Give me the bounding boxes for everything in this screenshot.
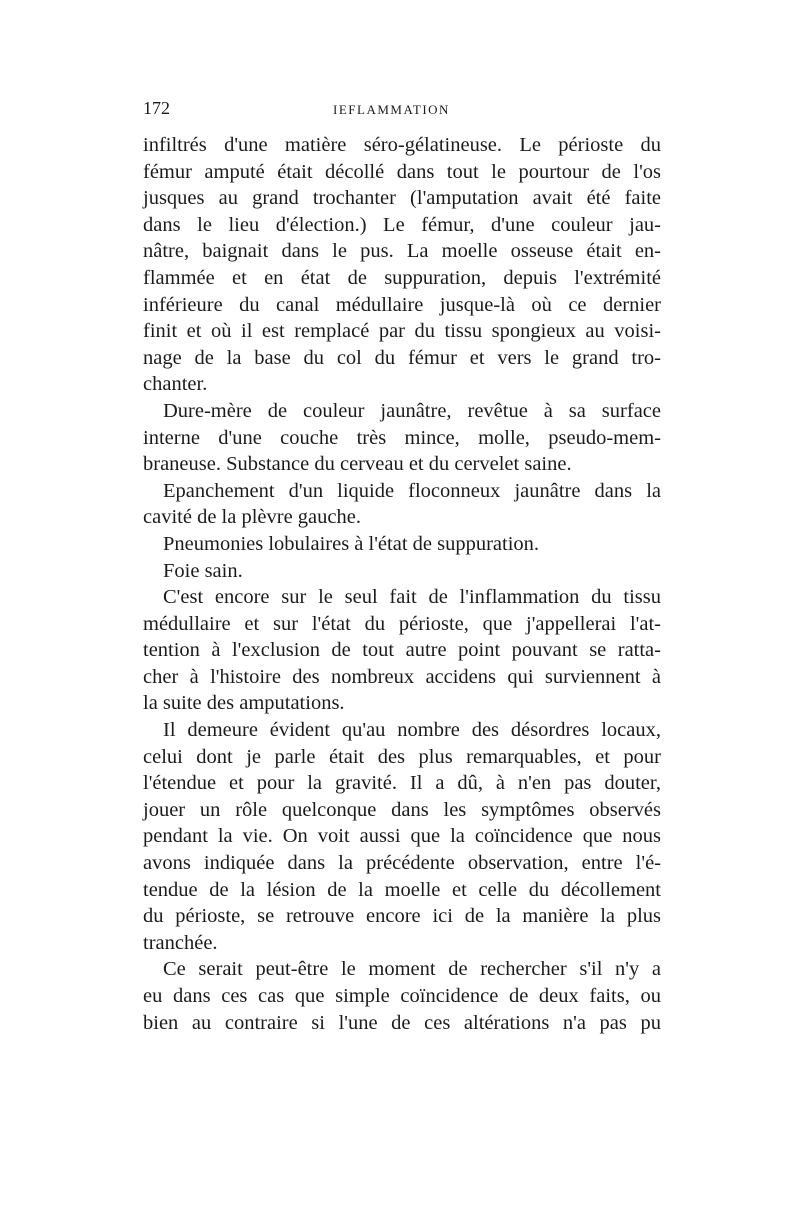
text-line: bien au contraire si l'une de ces altérations n'a pas pu <box>143 1011 661 1034</box>
text-line: nâtre, baignait dans le pus. La moelle osseuse était en- <box>143 240 661 263</box>
text-line: Dure-mère de couleur jaunâtre, revêtue à sa surface <box>163 399 661 422</box>
text-line: chanter. <box>143 373 208 396</box>
text-line: nage de la base du col du fémur et vers le grand tro- <box>143 346 661 369</box>
text-line: dans le lieu d'élection.) Le fémur, d'une couleur jau- <box>143 213 661 236</box>
text-line: tendue de la lésion de la moelle et celle du décollement <box>143 878 661 901</box>
text-line: braneuse. Substance du cerveau et du cervelet saine. <box>143 453 572 476</box>
text-line: interne d'une couche très mince, molle, pseudo-mem- <box>143 426 661 449</box>
body-text <box>143 132 661 1036</box>
text-line: pendant la vie. On voit aussi que la coïncidence que nous <box>143 825 661 848</box>
text-line: la suite des amputations. <box>143 692 345 715</box>
text-line: cher à l'histoire des nombreux accidens qui surviennent à <box>143 665 661 688</box>
text-line: C'est encore sur le seul fait de l'inflammation du tissu <box>163 586 661 609</box>
text-line: Epanchement d'un liquide floconneux jaunâtre dans la <box>163 479 661 502</box>
running-header <box>143 98 663 122</box>
text-line: celui dont je parle était des plus remarquables, et pour <box>143 745 661 768</box>
text-line: avons indiquée dans la précédente observation, entre l'é- <box>143 852 661 875</box>
text-line: médullaire et sur l'état du périoste, que j'appellerai l'at- <box>143 612 661 635</box>
text-line: finit et où il est remplacé par du tissu spongieux au voisi- <box>143 320 661 343</box>
text-line: infiltrés d'une matière séro-gélatineuse. Le périoste du <box>143 134 661 156</box>
text-line: jouer un rôle quelconque dans les symptômes observés <box>143 798 661 821</box>
text-line: tention à l'exclusion de tout autre point pouvant se ratta- <box>143 639 661 662</box>
text-line: fémur amputé était décollé dans tout le pourtour de l'os <box>143 160 661 183</box>
running-title: IEFLAMMATION <box>333 102 450 117</box>
text-line: inférieure du canal médullaire jusque-là où ce dernier <box>143 293 661 316</box>
text-line: Foie sain. <box>163 559 243 582</box>
text-line: du périoste, se retrouve encore ici de la manière la plus <box>143 905 661 928</box>
text-line: l'étendue et pour la gravité. Il a dû, à n'en pas douter, <box>143 772 661 795</box>
page-number: 172 <box>143 98 170 118</box>
text-line: jusques au grand trochanter (l'amputation avait été faite <box>143 187 661 210</box>
text-line: tranchée. <box>143 931 218 954</box>
text-line: Il demeure évident qu'au nombre des désordres locaux, <box>163 719 661 742</box>
text-line: Pneumonies lobulaires à l'état de suppuration. <box>163 532 540 555</box>
text-line: eu dans ces cas que simple coïncidence de deux faits, ou <box>143 985 661 1007</box>
text-line: flammée et en état de suppuration, depuis l'extrémité <box>143 266 661 289</box>
text-line: cavité de la plèvre gauche. <box>143 506 361 529</box>
text-line: Ce serait peut-être le moment de rechercher s'il n'y a <box>163 958 661 981</box>
